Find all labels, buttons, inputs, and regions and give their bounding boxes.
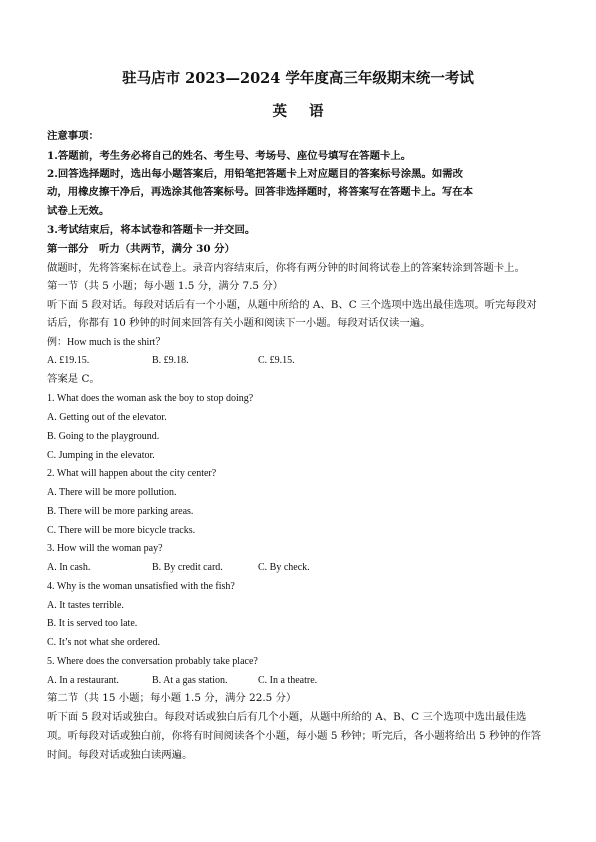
subject-title: 英语 (272, 103, 346, 120)
notice-item-3: 3.考试结束后，将本试卷和答题卡一并交回。 (47, 224, 256, 236)
question-3: 3. How will the woman pay? (47, 543, 163, 554)
section2-heading: 第二节（共 15 小题；每小题 1.5 分，满分 22.5 分） (47, 692, 297, 704)
section2-desc-line-1: 听下面 5 段对话或独白。每段对话或独白后有几个小题，从题中所给的 A、B、C 三个选项中选出最佳选 (47, 711, 527, 723)
notice-item-2-line-3: 试卷上无效。 (47, 205, 110, 217)
question-4-option-a: A. It tastes terrible. (47, 600, 124, 611)
question-1-option-c: C. Jumping in the elevator. (47, 450, 155, 461)
example-answer: 答案是 C。 (47, 373, 100, 385)
exam-title: 驻马店市 2023—2024 学年度高三年级期末统一考试 (122, 70, 474, 87)
question-3-option-c: C. By check. (258, 562, 310, 573)
question-2: 2. What will happen about the city center? (47, 468, 217, 479)
question-5-option-b: B. At a gas station. (152, 675, 228, 686)
question-1: 1. What does the woman ask the boy to stop doing? (47, 393, 254, 404)
question-4-option-c: C. It’s not what she ordered. (47, 637, 161, 648)
example-option-a: A. £19.15. (47, 355, 90, 366)
notice-item-2-line-2: 动，用橡皮擦干净后，再选涂其他答案标号。回答非选择题时，将答案写在答题卡上。写在本 (47, 186, 474, 198)
section1-heading: 第一节（共 5 小题；每小题 1.5 分，满分 7.5 分） (47, 280, 284, 292)
notice-item-2-line-1: 2.回答选择题时，选出每小题答案后，用铅笔把答题卡上对应题目的答案标号涂黑。如需改 (47, 168, 464, 180)
notice-heading: 注意事项： (47, 130, 99, 142)
question-3-option-b: B. By credit card. (152, 562, 223, 573)
question-2-option-a: A. There will be more pollution. (47, 487, 177, 498)
question-1-option-b: B. Going to the playground. (47, 431, 160, 442)
section2-desc-line-3: 时间。每段对话或独白读两遍。 (47, 749, 193, 761)
example-option-b: B. £9.18. (152, 355, 189, 366)
example-question: 例：How much is the shirt？ (47, 337, 166, 348)
question-4-option-b: B. It is served too late. (47, 618, 138, 629)
question-1-option-a: A. Getting out of the elevator. (47, 412, 167, 423)
notice-item-1: 1.答题前，考生务必将自己的姓名、考生号、考场号、座位号填写在答题卡上。 (47, 150, 412, 162)
question-2-option-c: C. There will be more bicycle tracks. (47, 525, 196, 536)
part1-instruction: 做题时，先将答案标在试卷上。录音内容结束后，你将有两分钟的时间将试卷上的答案转涂到答题卡上。 (47, 262, 525, 274)
question-3-option-a: A. In cash. (47, 562, 91, 573)
section1-desc-line-1: 听下面 5 段对话。每段对话后有一个小题，从题中所给的 A、B、C 三个选项中选出最佳选项。听完每段对 (47, 299, 537, 311)
section2-desc-line-2: 项。听每段对话或独白前，你将有时间阅读各个小题，每小题 5 秒钟；听完后，各小题将给出 5 秒钟的作答 (47, 730, 542, 742)
part1-heading: 第一部分 听力（共两节，满分 30 分） (47, 243, 235, 255)
question-5: 5. Where does the conversation probably take place? (47, 656, 258, 667)
example-option-c: C. £9.15. (258, 355, 295, 366)
question-2-option-b: B. There will be more parking areas. (47, 506, 194, 517)
question-5-option-a: A. In a restaurant. (47, 675, 119, 686)
section1-desc-line-2: 话后，你都有 10 秒钟的时间来回答有关小题和阅读下一小题。每段对话仅读一遍。 (47, 317, 431, 329)
question-4: 4. Why is the woman unsatisfied with the fish? (47, 581, 235, 592)
question-5-option-c: C. In a theatre. (258, 675, 318, 686)
